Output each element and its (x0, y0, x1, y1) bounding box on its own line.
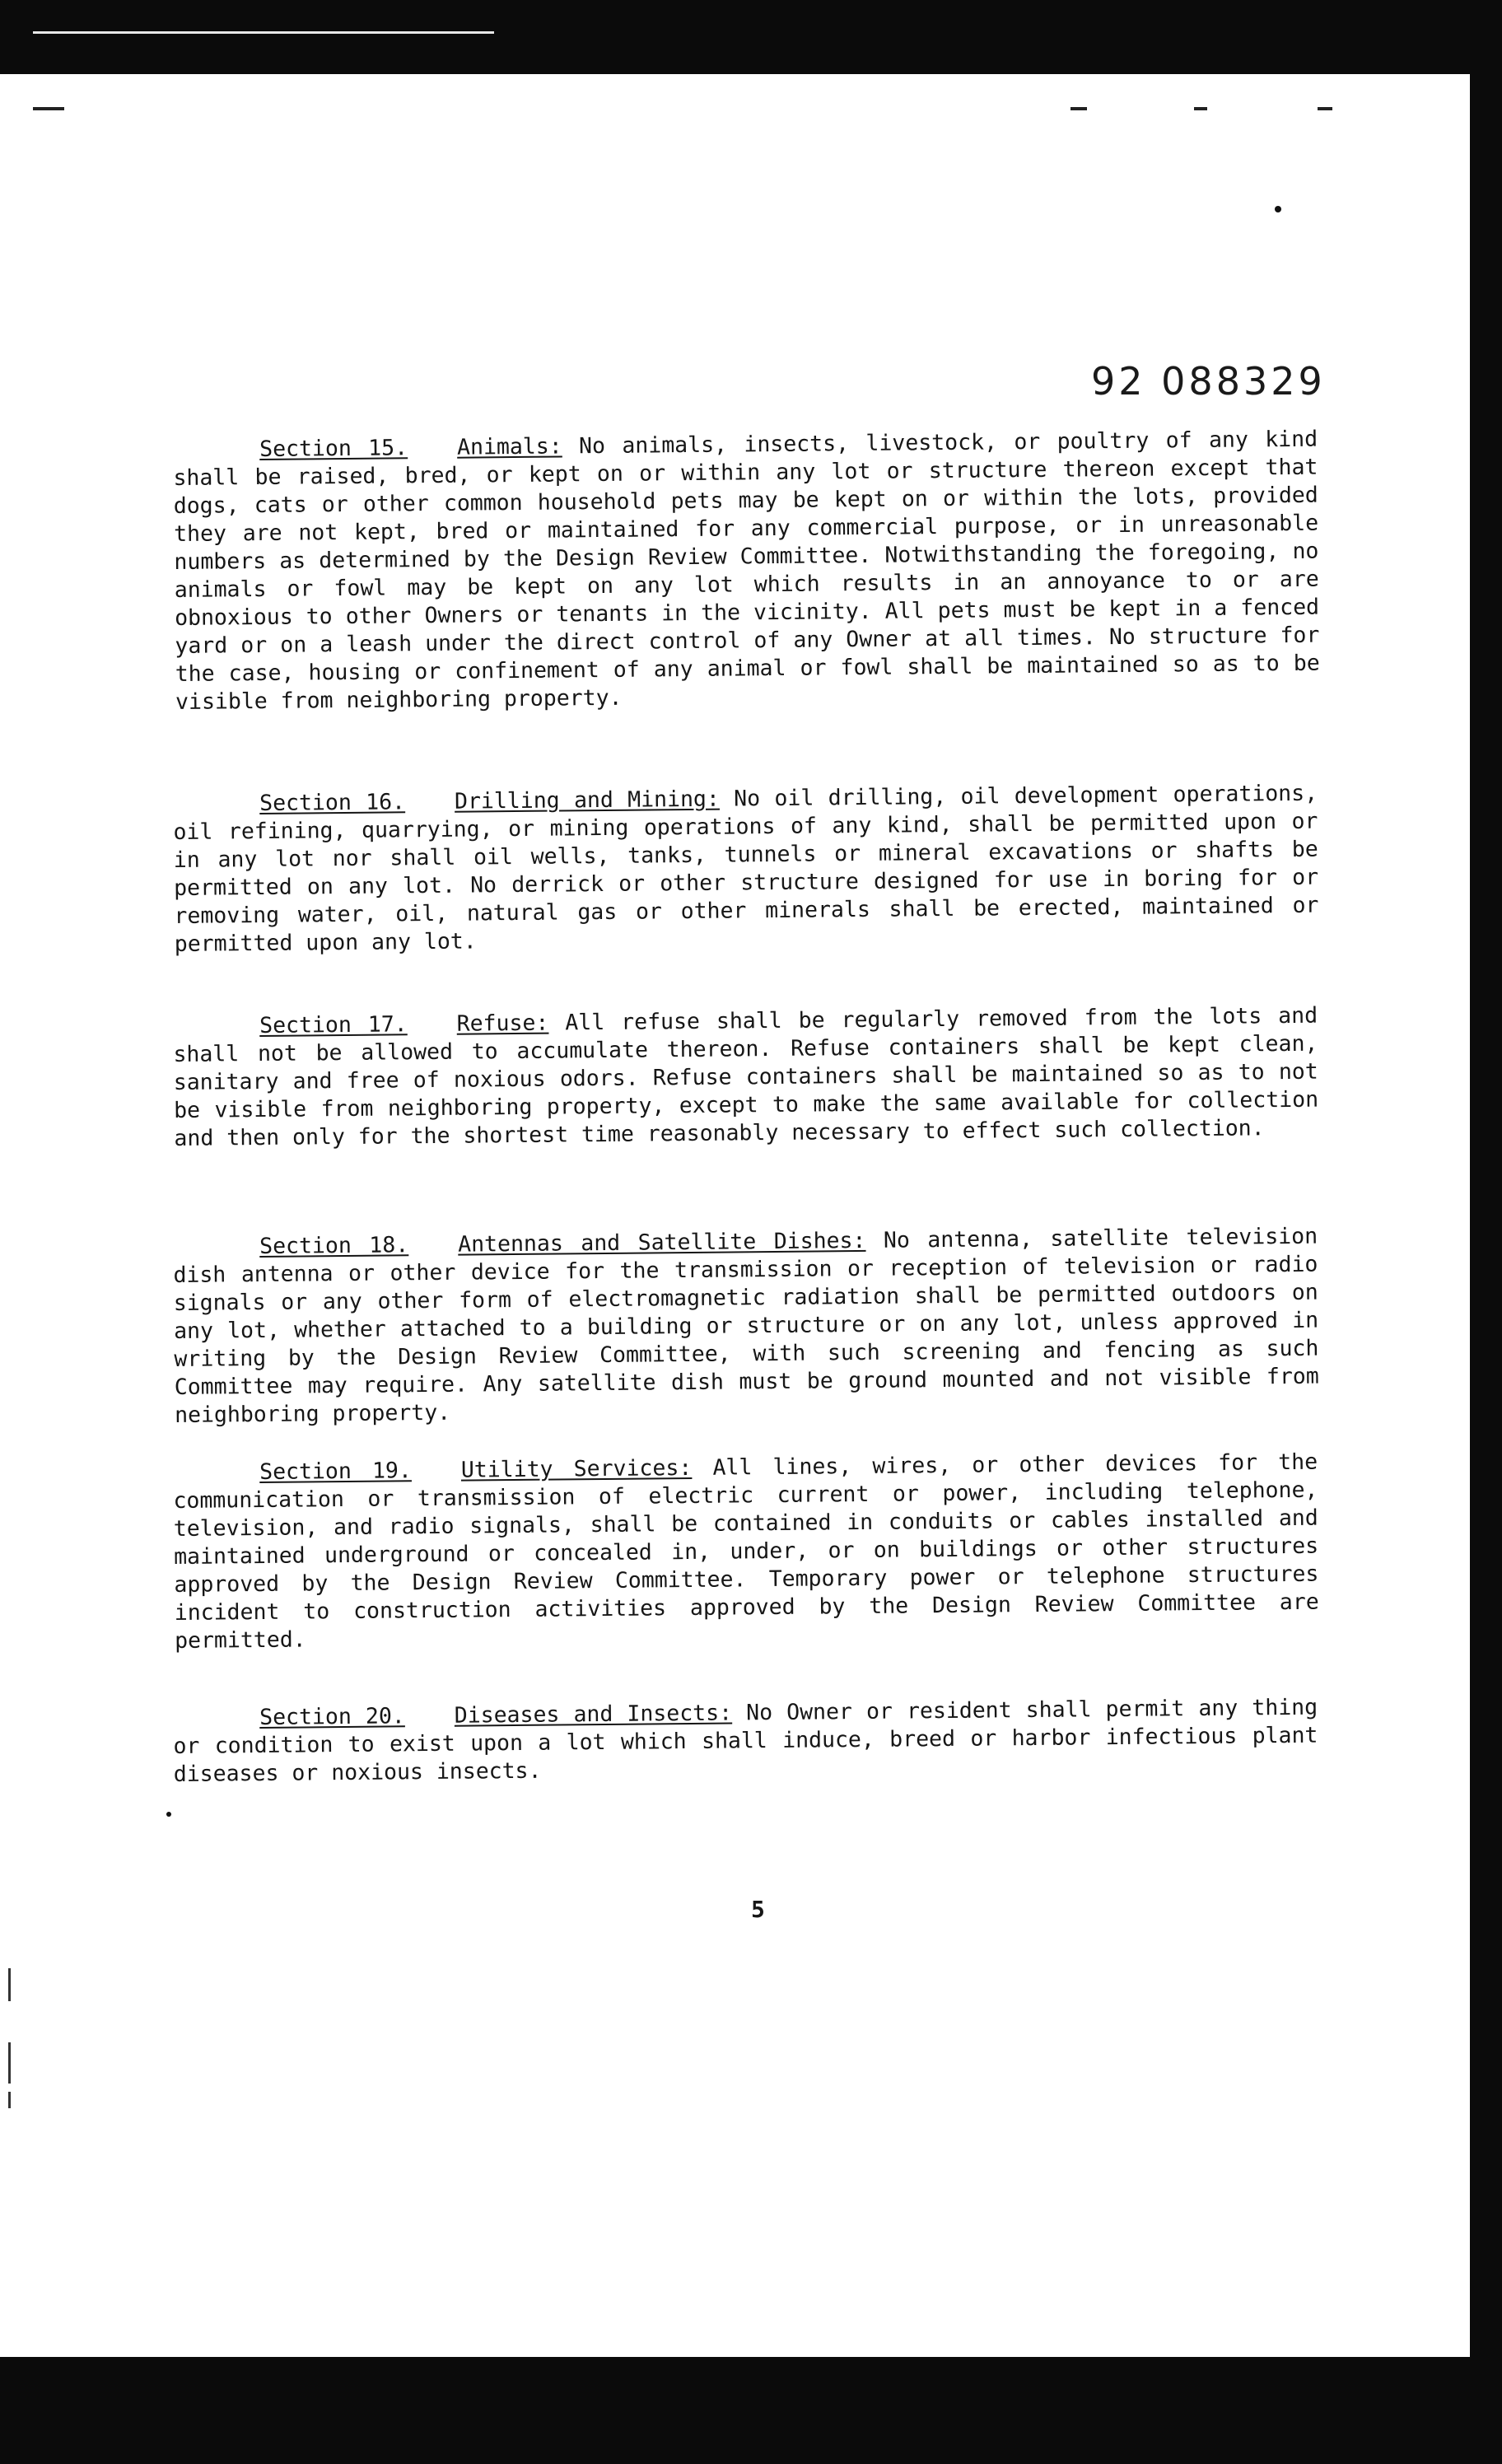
section-20 (173, 1694, 1318, 1789)
section-title: Utility Services: (460, 1454, 693, 1483)
section-label: Section 16. (259, 789, 406, 816)
section-body: All lines, wires, or other devices for the communication or transmission of electric current or power, including telephone, television, and radio signals, shall be contained in conduits or cables installed and maintained underground or concealed in, under, or on buildings or other structures approved by the Design Review Committee. Temporary power or telephone structures incident to construction activities approved by the Design Review Committee are permitted. (173, 1449, 1319, 1654)
section-body: All refuse shall be regularly removed from the lots and shall not be allowed to accumulate thereon. Refuse containers shall be kept clean, sanitary and free of noxious odors. Refuse containers shall be maintained so as to not be visible from neighboring property, except to make the same available for collection and then only for the shortest time reasonably necessary to effect such collection. (173, 1002, 1319, 1151)
scan-mark (1071, 107, 1087, 110)
section-17 (173, 1002, 1319, 1153)
section-label: Section 20. (259, 1703, 405, 1730)
section-label: Section 19. (259, 1458, 413, 1485)
section-title: Refuse: (456, 1010, 549, 1037)
scan-edge-mark (8, 2042, 11, 2084)
scan-mark (1194, 107, 1207, 110)
section-label: Section 17. (259, 1011, 408, 1038)
scan-mark (33, 107, 64, 110)
section-label: Section 15. (259, 435, 408, 462)
section-body: No oil drilling, oil development operations, oil refining, quarrying, or mining operations of any kind, shall be permitted upon or in any lot nor shall oil wells, tanks, tunnels or mineral excavations or shafts be permitted on any lot. No derrick or other structure designed for use in boring for or removing water, oil, natural gas or other minerals shall be erected, maintained or permitted upon any lot. (173, 780, 1319, 957)
section-label: Section 18. (259, 1232, 409, 1259)
document-number: 92 088329 (1091, 359, 1326, 404)
section-body: No Owner or resident shall permit any thing or condition to exist upon a lot which shall induce, breed or harbor infectious plant diseases or noxious insects. (173, 1694, 1318, 1787)
section-title: Diseases and Insects: (454, 1700, 733, 1729)
scan-speck (1275, 206, 1281, 212)
section-title: Animals: (456, 433, 562, 460)
section-16 (173, 780, 1319, 959)
scan-edge-mark (8, 1968, 11, 2001)
section-body: No animals, insects, livestock, or poultry of any kind shall be raised, bred, or kept on or within any lot or structure thereon except that dogs, cats or other common household pets may be kept on or within the lots, provided they are not kept, bred or maintained for any commercial purpose, or in unreasonable numbers as determined by the Design Review Committee. Notwithstanding the foregoing, no animals or fowl may be kept on any lot which results in an annoyance to or are obnoxious to other Owners or tenants in the vicinity. All pets must be kept in a fenced yard or on a leash under the direct control of any Owner at all times. No structure for the case, housing or confinement of any animal or fowl shall be maintained so as to be visible from neighboring property. (173, 426, 1320, 715)
page-number: 5 (751, 1896, 765, 1923)
scan-mark (1318, 107, 1332, 110)
section-19 (173, 1449, 1319, 1655)
document-page (0, 74, 1470, 2357)
scan-speck (166, 1812, 171, 1817)
section-15 (173, 426, 1320, 716)
scan-edge-mark (8, 2092, 11, 2108)
section-title: Drilling and Mining: (454, 786, 721, 814)
section-title: Antennas and Satellite Dishes: (458, 1227, 866, 1258)
section-18 (173, 1223, 1319, 1430)
scan-streak (33, 31, 494, 34)
section-body: No antenna, satellite television dish antenna or other device for the transmission or reception of television or radio signals or any other form of electromagnetic radiation shall be permitted outdoors on any lot, whether attached to a building or structure or on any lot, unless approved in writing by the Design Review Committee, with such screening and fencing as such Committee may require. Any satellite dish must be ground mounted and not visible from neighboring property. (173, 1223, 1319, 1428)
